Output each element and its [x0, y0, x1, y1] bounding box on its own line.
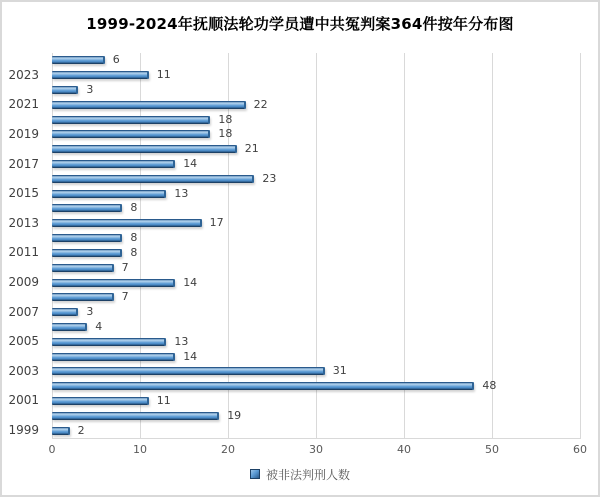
gridline	[228, 53, 229, 438]
bar-value-label: 31	[332, 364, 347, 378]
y-axis-tick-label: 2013	[8, 215, 39, 230]
bar-2009	[52, 279, 175, 287]
bar-1999	[52, 427, 70, 435]
y-axis-tick-label: 1999	[8, 423, 39, 438]
y-axis-tick-label: 2007	[8, 304, 39, 319]
bar-2022	[52, 86, 78, 94]
chart-title: 1999-2024年抚顺法轮功学员遭中共冤判案364件按年分布图	[86, 15, 514, 33]
bar-2020	[52, 116, 210, 124]
legend-label: 被非法判刑人数	[265, 467, 350, 482]
gridline	[140, 53, 141, 438]
y-axis-tick-label: 2003	[8, 363, 39, 378]
bar-2008	[52, 293, 114, 301]
y-axis-tick-label: 2011	[8, 245, 39, 260]
y-axis-tick-label: 2009	[8, 275, 39, 290]
x-axis-tick-label: 0	[48, 443, 56, 456]
x-axis-tick-label: 40	[397, 443, 411, 456]
bar-2001	[52, 397, 149, 405]
x-axis-tick-label: 60	[573, 443, 587, 456]
gridline	[52, 53, 53, 438]
x-axis-line	[52, 438, 581, 439]
y-axis-labels	[2, 53, 44, 438]
bar-value-label: 6	[112, 53, 120, 67]
bar-value-label: 21	[244, 142, 259, 156]
y-axis-tick-label: 2021	[8, 97, 39, 112]
bar-value-label: 18	[218, 112, 233, 126]
bar-value-label: 14	[183, 157, 198, 171]
y-axis-tick-label: 2015	[8, 186, 39, 201]
bar-2021	[52, 101, 246, 109]
bar-value-label: 11	[156, 393, 171, 407]
bar-2018	[52, 145, 237, 153]
legend-swatch-icon	[250, 469, 260, 479]
bar-value-label: 3	[86, 305, 94, 319]
bar-2003	[52, 367, 325, 375]
bar-value-label: 18	[218, 127, 233, 141]
bar-value-label: 8	[130, 245, 138, 259]
y-axis-tick-label: 2001	[8, 393, 39, 408]
bar-2011	[52, 249, 122, 257]
y-axis-tick-label: 2005	[8, 334, 39, 349]
bar-2012	[52, 234, 122, 242]
x-axis-tick-label: 10	[133, 443, 147, 456]
x-axis-tick-label: 20	[221, 443, 235, 456]
y-axis-tick-label: 2023	[8, 67, 39, 82]
bar-2013	[52, 219, 202, 227]
bar-value-label: 4	[95, 319, 103, 333]
y-axis-tick-label: 2019	[8, 126, 39, 141]
bar-2004	[52, 353, 175, 361]
bar-2016	[52, 175, 254, 183]
bar-value-label: 2	[77, 423, 85, 437]
x-axis-tick-label: 50	[485, 443, 499, 456]
bar-value-label: 7	[121, 260, 129, 274]
bar-2023	[52, 71, 149, 79]
bar-value-label: 22	[253, 97, 268, 111]
bar-value-label: 11	[156, 68, 171, 82]
bar-2005	[52, 338, 166, 346]
bar-2006	[52, 323, 87, 331]
bar-2010	[52, 264, 114, 272]
bar-value-label: 14	[183, 275, 198, 289]
y-axis-tick-label: 2017	[8, 156, 39, 171]
bar-value-label: 8	[130, 231, 138, 245]
bar-2002	[52, 382, 474, 390]
gridline	[404, 53, 405, 438]
bar-2024	[52, 56, 105, 64]
bar-2007	[52, 308, 78, 316]
bar-value-label: 14	[183, 349, 198, 363]
bar-value-label: 19	[227, 408, 242, 422]
bar-value-label: 17	[209, 216, 224, 230]
legend	[2, 465, 598, 483]
bar-value-label: 8	[130, 201, 138, 215]
gridline	[580, 53, 581, 438]
bar-value-label: 48	[482, 379, 497, 393]
bar-value-label: 13	[174, 334, 189, 348]
plot-area	[52, 53, 580, 438]
bar-value-label: 23	[262, 171, 277, 185]
bar-value-label: 13	[174, 186, 189, 200]
bar-value-label: 7	[121, 290, 129, 304]
bar-2019	[52, 130, 210, 138]
bar-value-label: 3	[86, 83, 94, 97]
x-axis-tick-label: 30	[309, 443, 323, 456]
bar-2014	[52, 204, 122, 212]
x-axis-labels	[2, 443, 598, 457]
gridline	[316, 53, 317, 438]
bar-2017	[52, 160, 175, 168]
bar-2015	[52, 190, 166, 198]
bar-2000	[52, 412, 219, 420]
